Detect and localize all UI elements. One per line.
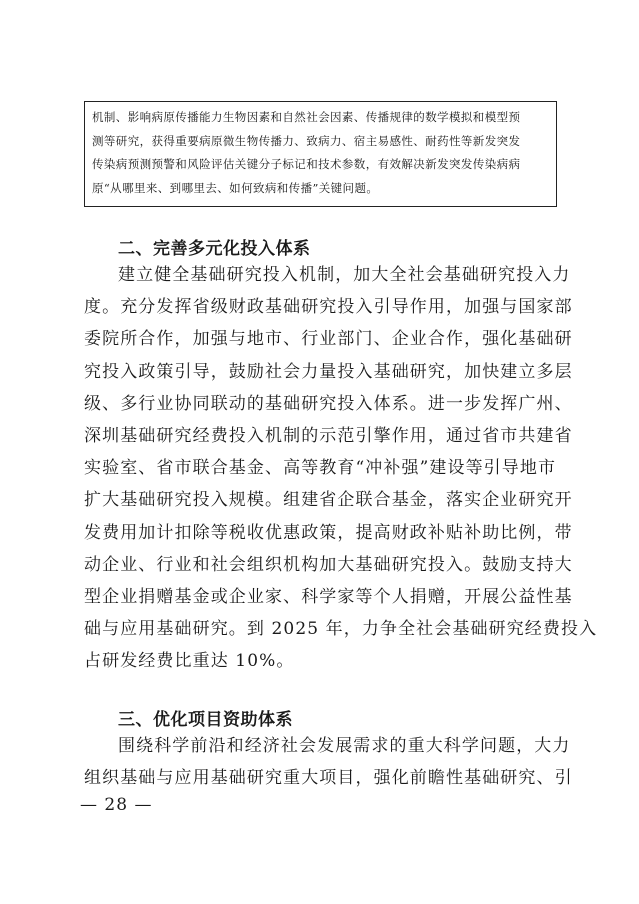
section-3-paragraph (84, 730, 573, 794)
paragraph-line: 深圳基础研究经费投入机制的示范引擎作用，通过省市共建省 (84, 425, 573, 446)
paragraph-line: 型企业捐赠基金或企业家、科学家等个人捐赠，开展公益性基 (84, 586, 573, 607)
paragraph-line: 究投入政策引导，鼓励社会力量投入基础研究，加快建立多层 (84, 361, 573, 382)
paragraph-line: 度。充分发挥省级财政基础研究投入引导作用，加强与国家部 (84, 297, 573, 318)
box-text-line: 机制、影响病原传播能力生物因素和自然社会因素、传播规律的数学模拟和模型预 (92, 110, 521, 124)
paragraph-line: 动企业、行业和社会组织机构加大基础研究投入。鼓励支持大 (84, 554, 573, 575)
section-heading-2: 二、完善多元化投入体系 (118, 239, 311, 259)
page-number: — 28 — (80, 795, 153, 815)
paragraph-line: 实验室、省市联合基金、高等教育“冲补强”建设等引导地市 (84, 458, 557, 479)
section-heading-3: 三、优化项目资助体系 (118, 710, 293, 730)
paragraph-line: 占研发经费比重达 10%。 (84, 651, 295, 672)
paragraph-line: 础与应用基础研究。到 2025 年，力争全社会基础研究经费投入 (84, 619, 598, 640)
box-text-line: 原“从哪里来、到哪里去、如何致病和传播”关键问题。 (92, 180, 379, 195)
section-2-paragraph (84, 259, 597, 677)
box-text-line: 传染病预测预警和风险评估关键分子标记和技术参数，有效解决新发突发传染病病 (92, 157, 521, 171)
box-text-line: 测等研究，获得重要病原微生物传播力、致病力、宿主易感性、耐药性等新发突发 (92, 133, 521, 148)
paragraph-line: 建立健全基础研究投入机制，加大全社会基础研究投入力 (118, 265, 571, 285)
paragraph-line: 委院所合作，加强与地市、行业部门、企业合作，强化基础研 (84, 329, 573, 350)
paragraph-line: 发费用加计扣除等税收优惠政策，提高财政补贴补助比例，带 (84, 522, 573, 543)
paragraph-line: 扩大基础研究投入规模。组建省企联合基金，落实企业研究开 (84, 490, 573, 511)
boxed-text-block (84, 101, 557, 207)
paragraph-line: 级、多行业协同联动的基础研究投入体系。进一步发挥广州、 (84, 393, 573, 414)
paragraph-line: 组织基础与应用基础研究重大项目，强化前瞻性基础研究、引 (84, 768, 573, 789)
paragraph-line: 围绕科学前沿和经济社会发展需求的重大科学问题，大力 (118, 736, 571, 756)
